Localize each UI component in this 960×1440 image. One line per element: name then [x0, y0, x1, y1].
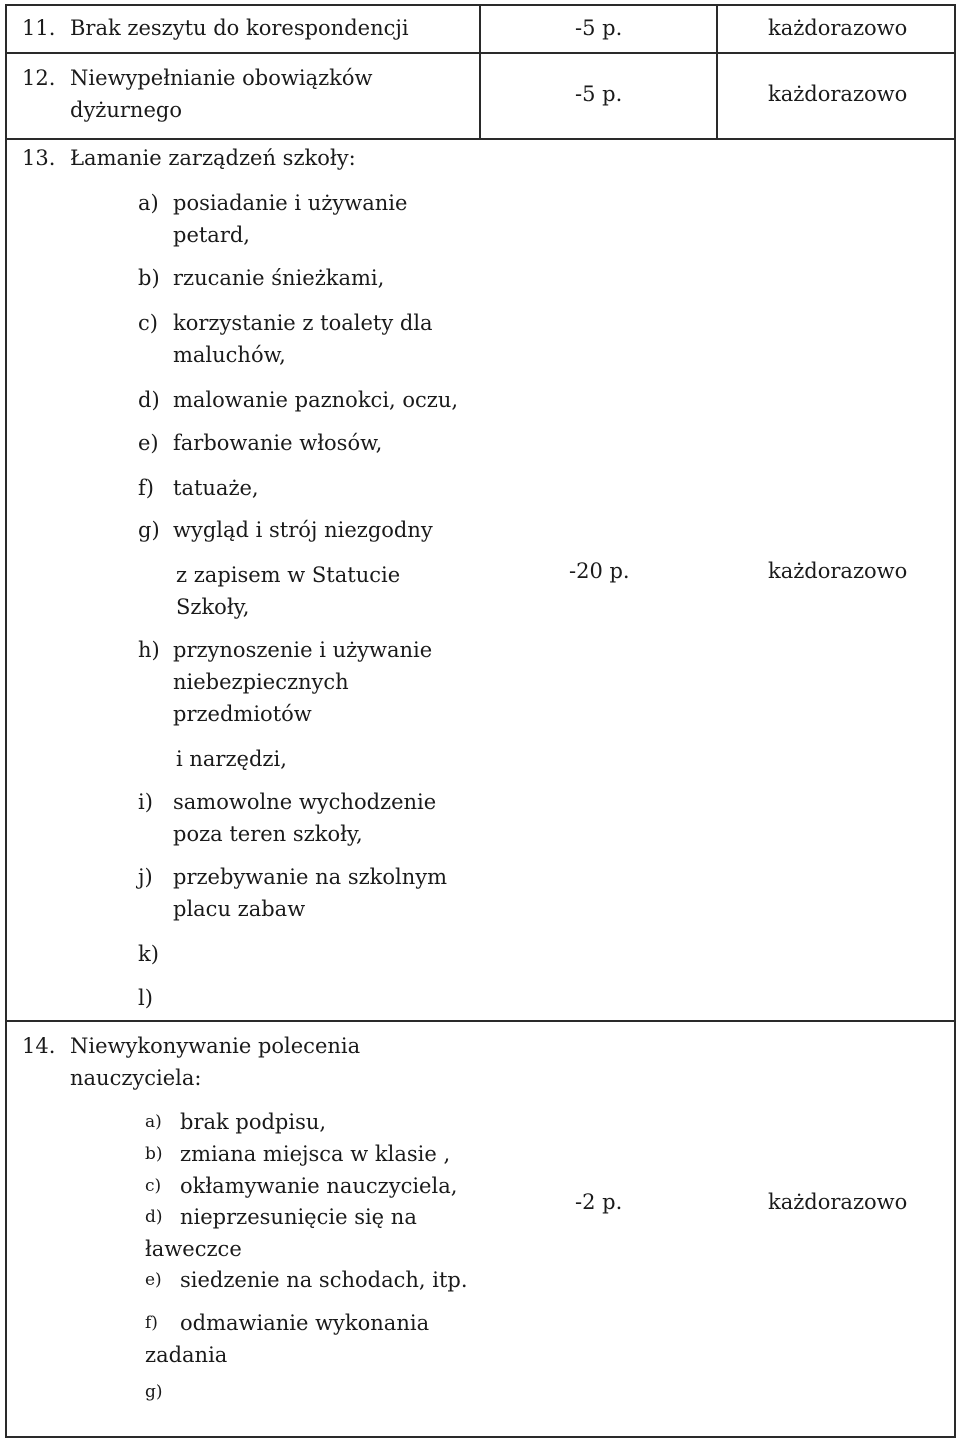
list-item: niebezpiecznych: [173, 670, 349, 694]
list-item-letter: d): [138, 388, 160, 412]
row-number: 12.: [22, 66, 56, 90]
list-item: posiadanie i używanie: [173, 191, 408, 215]
table-column-divider: [479, 4, 481, 138]
list-item-letter: e): [138, 431, 159, 455]
row-number: 11.: [22, 16, 56, 40]
row-description: Niewypełnianie obowiązków: [70, 66, 373, 90]
list-item-letter: b): [145, 1144, 163, 1164]
list-item: brak podpisu,: [180, 1110, 327, 1134]
list-item: Szkoły,: [176, 595, 250, 619]
list-item-letter: f): [138, 476, 154, 500]
list-item-letter: a): [138, 191, 159, 215]
row-frequency: każdorazowo: [768, 16, 908, 40]
list-item-letter: l): [138, 986, 153, 1010]
list-item-letter: i): [138, 790, 153, 814]
table-column-divider: [716, 4, 718, 138]
list-item: zmiana miejsca w klasie ,: [180, 1142, 451, 1166]
list-item: poza teren szkoły,: [173, 822, 363, 846]
table-border-right: [954, 4, 956, 1438]
list-item: z zapisem w Statucie: [176, 563, 401, 587]
row-frequency: każdorazowo: [768, 559, 908, 583]
table-row-divider: [5, 1020, 956, 1022]
list-item-letter: k): [138, 942, 159, 966]
row-points: -2 p.: [575, 1190, 623, 1214]
list-item-letter: g): [138, 518, 160, 542]
list-item: maluchów,: [173, 343, 286, 367]
list-item: placu zabaw: [173, 897, 306, 921]
list-item: samowolne wychodzenie: [173, 790, 437, 814]
list-item-letter: e): [145, 1270, 162, 1290]
list-item-letter: f): [145, 1313, 158, 1333]
list-item: korzystanie z toalety dla: [173, 311, 433, 335]
list-item: tatuaże,: [173, 476, 259, 500]
list-item-letter: c): [145, 1176, 162, 1196]
table-border-bottom: [5, 1436, 956, 1438]
list-item: przebywanie na szkolnym: [173, 865, 448, 889]
table-border-left: [5, 4, 7, 1438]
row-frequency: każdorazowo: [768, 82, 908, 106]
row-description: Łamanie zarządzeń szkoły:: [70, 146, 356, 170]
row-points: -5 p.: [575, 82, 623, 106]
list-item: nieprzesunięcie się na: [180, 1205, 417, 1229]
list-item: przynoszenie i używanie: [173, 638, 433, 662]
list-item: petard,: [173, 223, 250, 247]
row-description: nauczyciela:: [70, 1066, 202, 1090]
row-points: -5 p.: [575, 16, 623, 40]
list-item: odmawianie wykonania: [180, 1311, 430, 1335]
list-item-letter: j): [138, 865, 153, 889]
list-item-letter: g): [145, 1382, 163, 1402]
row-description: dyżurnego: [70, 98, 182, 122]
list-item: ławeczce: [145, 1237, 242, 1261]
list-item: okłamywanie nauczyciela,: [180, 1174, 458, 1198]
list-item: malowanie paznokci, oczu,: [173, 388, 459, 412]
list-item-letter: a): [145, 1112, 162, 1132]
row-number: 13.: [22, 146, 56, 170]
list-item: rzucanie śnieżkami,: [173, 266, 385, 290]
list-item: zadania: [145, 1343, 228, 1367]
row-description: Niewykonywanie polecenia: [70, 1034, 361, 1058]
list-item: wygląd i strój niezgodny: [173, 518, 433, 542]
row-frequency: każdorazowo: [768, 1190, 908, 1214]
table-row-divider: [5, 138, 956, 140]
list-item: siedzenie na schodach, itp.: [180, 1268, 468, 1292]
row-points: -20 p.: [569, 559, 630, 583]
list-item-letter: b): [138, 266, 160, 290]
row-description: Brak zeszytu do korespondencji: [70, 16, 409, 40]
list-item: farbowanie włosów,: [173, 431, 383, 455]
list-item-letter: d): [145, 1207, 163, 1227]
list-item: i narzędzi,: [176, 747, 287, 771]
list-item-letter: c): [138, 311, 158, 335]
row-number: 14.: [22, 1034, 56, 1058]
list-item-letter: h): [138, 638, 160, 662]
list-item: przedmiotów: [173, 702, 312, 726]
